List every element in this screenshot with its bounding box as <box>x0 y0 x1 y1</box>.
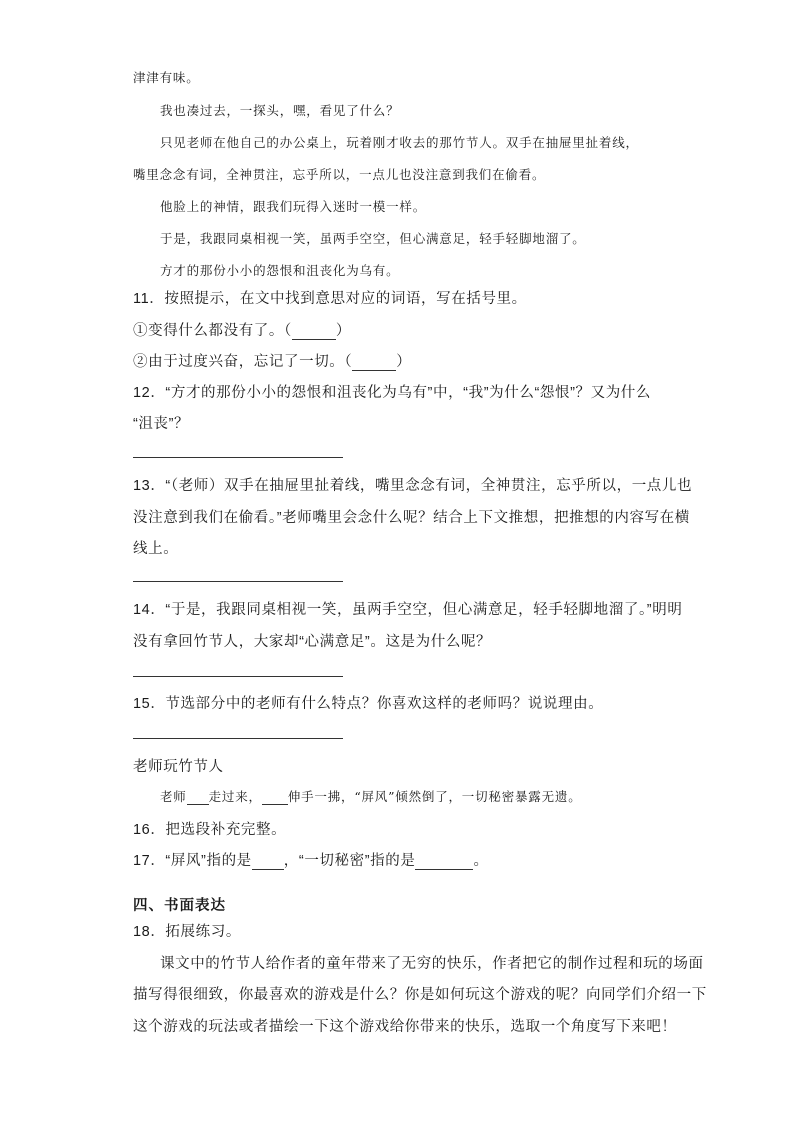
q15-answer-line[interactable] <box>133 738 343 739</box>
q11-item-1-text: ①变得什么都没有了。（ <box>133 323 292 339</box>
passage-line-4: 嘴里念念有词，全神贯注，忘乎所以，一点儿也没注意到我们在偷看。 <box>133 167 546 182</box>
q17-blank-2[interactable] <box>415 853 473 870</box>
q17-part-1: 17．“屏风”指的是 <box>133 853 252 869</box>
q16-text: 16．把选段补充完整。 <box>133 822 287 838</box>
excerpt-blank-1[interactable] <box>187 789 209 805</box>
excerpt-part-1: 老师 <box>160 789 187 804</box>
excerpt-line <box>160 787 582 805</box>
q11-item-2 <box>133 350 411 371</box>
q12-line-1: 12．“方才的那份小小的怨恨和沮丧化为乌有”中，“我”为什么“怨恨”？又为什么 <box>133 385 651 401</box>
q13-line-1: 13．“（老师）双手在抽屉里扯着线，嘴里念念有词，全神贯注，忘乎所以，一点儿也 <box>133 478 693 494</box>
q12-answer-line[interactable] <box>133 457 343 458</box>
q11-stem: 11．按照提示，在文中找到意思对应的词语，写在括号里。 <box>133 291 527 307</box>
passage-line-1: 津津有味。 <box>133 70 200 85</box>
q11-item-2-text: ②由于过度兴奋，忘记了一切。（ <box>133 354 353 370</box>
q13-answer-line[interactable] <box>133 581 343 582</box>
q18-paragraph-line-2: 描写得很细致，你最喜欢的游戏是什么？你是如何玩这个游戏的呢？向同学们介绍一下 <box>133 987 707 1003</box>
q12-line-2: “沮丧”？ <box>133 416 190 432</box>
q11-answer-blank-1[interactable] <box>292 323 336 340</box>
q14-line-2: 没有拿回竹节人，大家却“心满意足”。这是为什么呢？ <box>133 634 492 650</box>
passage-line-6: 于是，我跟同桌相视一笑，虽两手空空，但心满意足，轻手轻脚地溜了。 <box>160 231 586 246</box>
q17-blank-1[interactable] <box>252 853 284 870</box>
q18-paragraph-line-3: 这个游戏的玩法或者描绘一下这个游戏给你带来的快乐，选取一个角度写下来吧！ <box>133 1019 677 1035</box>
q18-paragraph-line-1: 课文中的竹节人给作者的童年带来了无穷的快乐，作者把它的制作过程和玩的场面 <box>160 956 704 972</box>
q11-item-2-close: ） <box>396 354 412 370</box>
q11-item-1-close: ） <box>335 323 351 339</box>
excerpt-title: 老师玩竹节人 <box>133 759 224 775</box>
passage-line-3: 只见老师在他自己的办公桌上，玩着刚才收去的那竹节人。双手在抽屉里扯着线， <box>160 135 639 150</box>
q17-line <box>133 849 489 870</box>
q13-line-2: 没注意到我们在偷看。”老师嘴里会念什么呢？结合上下文推想，把推想的内容写在横 <box>133 510 690 526</box>
passage-line-7: 方才的那份小小的怨恨和沮丧化为乌有。 <box>160 263 400 278</box>
q13-line-3: 线上。 <box>133 541 179 557</box>
excerpt-blank-2[interactable] <box>262 789 288 805</box>
q17-part-3: 。 <box>473 853 489 869</box>
excerpt-part-3: 伸手一拂，“屏风”倾然倒了，一切秘密暴露无遗。 <box>287 789 582 804</box>
q14-line-1: 14．“于是，我跟同桌相视一笑，虽两手空空，但心满意足，轻手轻脚地溜了。”明明 <box>133 602 683 618</box>
passage-line-5: 他脸上的神情，跟我们玩得入迷时一模一样。 <box>160 199 427 214</box>
q11-answer-blank-2[interactable] <box>352 354 396 371</box>
q11-item-1 <box>133 319 351 340</box>
q15-line-1: 15．节选部分中的老师有什么特点？你喜欢这样的老师吗？说说理由。 <box>133 696 604 712</box>
section-4-heading: 四、书面表达 <box>133 898 226 914</box>
q18-text: 18．拓展练习。 <box>133 924 241 940</box>
q14-answer-line[interactable] <box>133 676 343 677</box>
q17-part-2: ，“一切秘密”指的是 <box>283 853 416 869</box>
passage-line-2: 我也凑过去，一探头，嘿，看见了什么？ <box>160 103 400 118</box>
excerpt-part-2: 走过来， <box>208 789 262 804</box>
